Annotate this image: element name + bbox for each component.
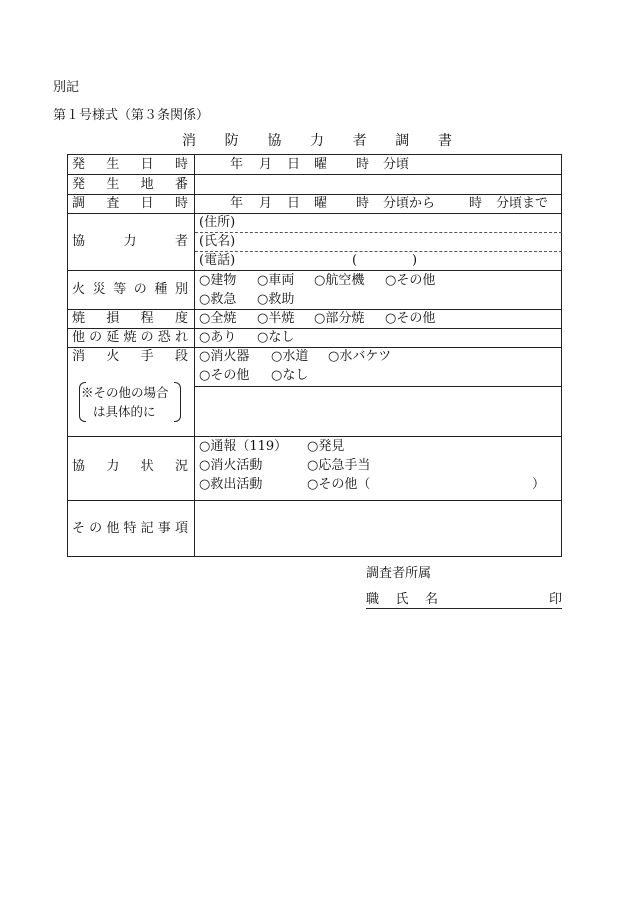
other-note-line2: は具体的に: [93, 404, 156, 419]
option-extinguisher[interactable]: ○消火器: [199, 349, 250, 364]
label-char: 火: [72, 282, 86, 297]
label-char: 者: [174, 234, 188, 249]
option-aircraft[interactable]: ○航空機: [314, 273, 365, 288]
label-char: 焼: [72, 311, 86, 326]
option-rescue-activity[interactable]: ○救出活動: [199, 477, 263, 492]
label-char: 発: [72, 177, 86, 192]
label-other-remarks: [72, 522, 188, 535]
field-minute: 分頃: [383, 157, 410, 172]
name-label: (氏名): [199, 234, 236, 249]
bracket-right: [174, 382, 181, 422]
label-char: 名: [424, 592, 438, 607]
option-water-supply[interactable]: ○水道: [271, 349, 309, 364]
option-first-aid[interactable]: ○応急手当: [307, 458, 371, 473]
label-char: 別: [174, 282, 188, 297]
field-hour-end: 時: [469, 196, 483, 211]
label-char: 程: [140, 311, 154, 326]
option-other[interactable]: ○その他（: [307, 477, 371, 492]
label-char: 生: [106, 157, 120, 172]
field-weekday: 曜: [314, 157, 328, 172]
label-char: 他: [72, 330, 86, 345]
option-firefighting[interactable]: ○消火活動: [199, 458, 263, 473]
label-survey-datetime: [72, 197, 188, 210]
label-cooperation-status: [72, 460, 188, 473]
investigator-affiliation-label: 調査者所属: [366, 566, 432, 581]
label-char: 状: [140, 459, 154, 474]
phone-paren-open: (: [352, 253, 358, 268]
title-char: 調: [395, 133, 410, 149]
option-other[interactable]: ○その他: [385, 273, 436, 288]
phone-label: (電話): [199, 253, 236, 268]
label-occurrence-address: [72, 178, 188, 191]
annex-label: 別記: [53, 80, 80, 95]
label-char: 延: [106, 330, 120, 345]
field-weekday: 曜: [314, 196, 328, 211]
dashed-divider: [195, 251, 562, 252]
label-char: 協: [72, 234, 86, 249]
label-fire-type: [72, 283, 188, 296]
option-half-burn[interactable]: ○半焼: [257, 311, 295, 326]
label-char: 記: [140, 521, 154, 536]
label-char: 力: [123, 234, 137, 249]
label-char: 職: [366, 592, 380, 607]
title-char: 力: [309, 133, 324, 149]
option-emergency[interactable]: ○救急: [199, 292, 237, 307]
row-divider: [67, 270, 562, 271]
other-close-paren: ）: [532, 477, 546, 492]
label-char: 協: [72, 459, 86, 474]
label-char: 事: [157, 521, 171, 536]
title-char: 者: [352, 133, 367, 149]
label-char: の: [140, 330, 154, 345]
seal-mark: 印: [549, 592, 563, 607]
label-char: 他: [106, 521, 120, 536]
row-divider: [67, 309, 562, 310]
title-char: 書: [437, 133, 452, 149]
label-char: の: [89, 330, 103, 345]
field-month: 月: [259, 157, 273, 172]
label-char: そ: [72, 521, 86, 536]
label-char: 時: [174, 196, 188, 211]
field-year: 年: [230, 196, 244, 211]
label-char: れ: [174, 330, 188, 345]
row-divider: [67, 213, 562, 214]
option-none[interactable]: ○なし: [271, 368, 309, 383]
title-char: 協: [267, 133, 282, 149]
label-char: 度: [174, 311, 188, 326]
title-char: 防: [224, 133, 239, 149]
label-damage-degree: [72, 312, 188, 325]
label-char: 査: [106, 196, 120, 211]
other-note-line1: ※その他の場合: [81, 385, 169, 400]
option-full-burn[interactable]: ○全焼: [199, 311, 237, 326]
label-char: 氏: [395, 592, 409, 607]
label-char: 火: [106, 349, 120, 364]
label-char: 災: [92, 282, 106, 297]
address-label: (住所): [199, 215, 236, 230]
label-char: 生: [106, 177, 120, 192]
row-divider: [67, 500, 562, 501]
option-rescue[interactable]: ○救助: [257, 292, 295, 307]
label-spread-risk: [72, 331, 188, 344]
label-char: 損: [106, 311, 120, 326]
label-char: 日: [140, 157, 154, 172]
label-char: 消: [72, 349, 86, 364]
field-day: 日: [287, 157, 301, 172]
phone-paren-close: ): [412, 253, 418, 268]
field-minute-until: 分頃まで: [496, 196, 549, 211]
label-char: 恐: [157, 330, 171, 345]
label-char: 焼: [123, 330, 137, 345]
row-divider: [194, 386, 562, 387]
option-vehicle[interactable]: ○車両: [257, 273, 295, 288]
label-char: 段: [174, 349, 188, 364]
label-char: 種: [154, 282, 168, 297]
label-char: 番: [174, 177, 188, 192]
row-divider: [67, 436, 562, 437]
label-char: 時: [174, 157, 188, 172]
row-divider: [67, 174, 562, 175]
title-char: 消: [182, 133, 196, 149]
option-no[interactable]: ○なし: [257, 330, 295, 345]
field-day: 日: [287, 196, 301, 211]
label-char: の: [133, 282, 147, 297]
signature-underline: [366, 608, 562, 609]
option-other[interactable]: ○その他: [199, 368, 250, 383]
option-water-bucket[interactable]: ○水バケツ: [328, 349, 392, 364]
field-hour: 時: [356, 157, 370, 172]
column-divider: [194, 154, 195, 557]
label-char: 地: [140, 177, 154, 192]
label-char: 項: [174, 521, 188, 536]
document-title: [182, 134, 452, 148]
label-char: 手: [140, 349, 154, 364]
option-building[interactable]: ○建物: [199, 273, 237, 288]
row-divider: [67, 194, 562, 195]
label-cooperator: [72, 235, 188, 248]
label-char: 日: [140, 196, 154, 211]
label-extinguishing-means: [72, 350, 188, 363]
title-name-label: [366, 593, 438, 606]
option-report-119[interactable]: ○通報（119）: [199, 439, 288, 454]
option-yes[interactable]: ○あり: [199, 330, 237, 345]
label-char: 発: [72, 157, 86, 172]
label-occurrence-datetime: [72, 158, 188, 171]
form-number-label: 第１号様式（第３条関係）: [53, 108, 210, 123]
option-partial-burn[interactable]: ○部分焼: [314, 311, 365, 326]
dashed-divider: [195, 232, 562, 233]
label-char: 調: [72, 196, 86, 211]
field-hour: 時: [356, 196, 370, 211]
label-char: の: [89, 521, 103, 536]
label-char: 特: [123, 521, 137, 536]
label-char: 等: [113, 282, 127, 297]
option-discovery[interactable]: ○発見: [307, 439, 345, 454]
field-month: 月: [259, 196, 273, 211]
option-other[interactable]: ○その他: [385, 311, 436, 326]
label-char: 力: [106, 459, 120, 474]
label-char: 況: [174, 459, 188, 474]
field-minute-from: 分頃から: [383, 196, 436, 211]
field-year: 年: [230, 157, 244, 172]
row-divider: [67, 347, 562, 348]
row-divider: [67, 328, 562, 329]
